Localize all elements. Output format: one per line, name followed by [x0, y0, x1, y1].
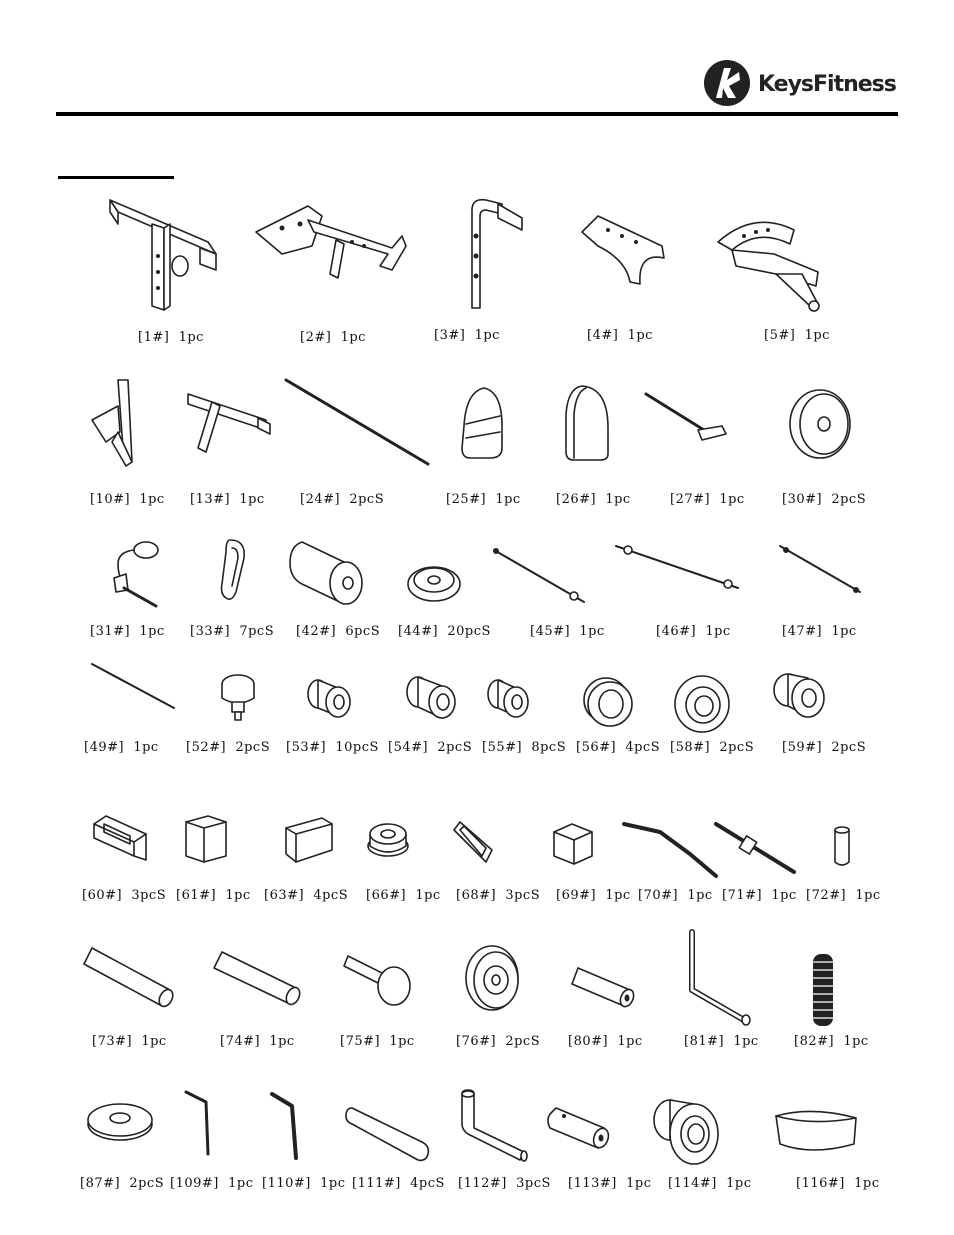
part-109-qty: 1pc [228, 1176, 254, 1191]
part-73-qty: 1pc [141, 1034, 167, 1049]
section-underline [58, 176, 174, 179]
part-72-id: [72#] [806, 888, 847, 903]
part-4-qty: 1pc [627, 328, 653, 343]
part-26-qty: 1pc [605, 492, 631, 507]
header-rule [56, 112, 898, 116]
part-5-id: [5#] [764, 328, 796, 343]
part-24-id: [24#] [300, 492, 341, 507]
part-112-id: [112#] [458, 1176, 507, 1191]
part-46-drawing [612, 542, 742, 592]
part-71-drawing [712, 820, 798, 876]
part-111-drawing [342, 1104, 432, 1164]
part-73-drawing [82, 944, 176, 1010]
part-113-qty: 1pc [626, 1176, 652, 1191]
part-33-drawing [216, 536, 250, 606]
part-82-drawing [810, 952, 836, 1030]
part-10-id: [10#] [90, 492, 131, 507]
part-81-drawing [684, 928, 760, 1028]
part-25-drawing [460, 386, 508, 462]
part-116-id: [116#] [796, 1176, 845, 1191]
part-113-id: [113#] [568, 1176, 617, 1191]
part-31-drawing [104, 538, 164, 612]
part-27-id: [27#] [670, 492, 711, 507]
part-3-id: [3#] [434, 328, 466, 343]
part-56-qty: 4pcS [625, 740, 661, 755]
part-63-id: [63#] [264, 888, 305, 903]
part-59-id: [59#] [782, 740, 823, 755]
part-63-qty: 4pcS [313, 888, 349, 903]
part-4-id: [4#] [587, 328, 619, 343]
part-3-qty: 1pc [474, 328, 500, 343]
part-74-qty: 1pc [269, 1034, 295, 1049]
part-56-drawing [580, 676, 638, 728]
part-13-id: [13#] [190, 492, 231, 507]
part-75-id: [75#] [340, 1034, 381, 1049]
part-2-id: [2#] [300, 330, 332, 345]
part-113-drawing [546, 1104, 612, 1154]
part-5-drawing [714, 214, 829, 319]
part-110-qty: 1pc [320, 1176, 346, 1191]
part-30-id: [30#] [782, 492, 823, 507]
part-2-qty: 1pc [340, 330, 366, 345]
part-76-id: [76#] [456, 1034, 497, 1049]
part-26-drawing [562, 384, 612, 464]
part-66-id: [66#] [366, 888, 407, 903]
part-69-drawing [550, 820, 596, 868]
brand-name: KeysFitness [758, 72, 896, 97]
part-80-qty: 1pc [617, 1034, 643, 1049]
part-75-drawing [342, 952, 414, 1008]
part-49-drawing [88, 660, 180, 712]
part-68-qty: 3pcS [505, 888, 541, 903]
part-114-drawing [650, 1096, 722, 1168]
part-70-drawing [620, 818, 720, 880]
part-112-drawing [458, 1088, 534, 1164]
part-45-qty: 1pc [579, 624, 605, 639]
part-87-id: [87#] [80, 1176, 121, 1191]
part-70-id: [70#] [638, 888, 679, 903]
part-111-qty: 4pcS [410, 1176, 445, 1191]
part-76-drawing [462, 942, 526, 1014]
part-69-id: [69#] [556, 888, 597, 903]
part-54-drawing [404, 674, 460, 722]
part-75-qty: 1pc [389, 1034, 415, 1049]
part-58-drawing [672, 672, 734, 736]
part-74-drawing [212, 948, 302, 1008]
part-116-qty: 1pc [854, 1176, 880, 1191]
part-53-id: [53#] [286, 740, 327, 755]
part-47-drawing [776, 542, 866, 596]
part-24-qty: 2pcS [349, 492, 385, 507]
part-61-drawing [182, 812, 232, 866]
part-61-id: [61#] [176, 888, 217, 903]
part-1-qty: 1pc [178, 330, 204, 345]
part-13-qty: 1pc [239, 492, 265, 507]
part-52-id: [52#] [186, 740, 227, 755]
part-54-qty: 2pcS [437, 740, 473, 755]
part-33-qty: 7pcS [239, 624, 275, 639]
part-110-drawing [268, 1090, 306, 1162]
part-13-drawing [186, 388, 276, 458]
part-5-qty: 1pc [804, 328, 830, 343]
part-74-id: [74#] [220, 1034, 261, 1049]
part-72-qty: 1pc [855, 888, 881, 903]
part-53-drawing [304, 676, 354, 720]
part-44-id: [44#] [398, 624, 439, 639]
part-1-drawing [108, 196, 223, 316]
part-60-drawing [90, 812, 150, 864]
part-109-id: [109#] [170, 1176, 219, 1191]
part-82-qty: 1pc [843, 1034, 869, 1049]
part-73-id: [73#] [92, 1034, 133, 1049]
keysfitness-logo-icon [702, 58, 752, 108]
part-30-drawing [784, 386, 854, 462]
part-55-qty: 8pcS [531, 740, 567, 755]
part-110-id: [110#] [262, 1176, 311, 1191]
part-31-qty: 1pc [139, 624, 165, 639]
part-42-id: [42#] [296, 624, 337, 639]
part-47-id: [47#] [782, 624, 823, 639]
part-69-qty: 1pc [605, 888, 631, 903]
part-72-drawing [832, 824, 852, 868]
part-44-qty: 20pcS [447, 624, 491, 639]
part-80-drawing [570, 964, 640, 1012]
part-55-id: [55#] [482, 740, 523, 755]
part-58-id: [58#] [670, 740, 711, 755]
part-111-id: [111#] [352, 1176, 401, 1191]
part-25-qty: 1pc [495, 492, 521, 507]
part-114-id: [114#] [668, 1176, 717, 1191]
part-24-drawing [282, 376, 434, 470]
part-71-id: [71#] [722, 888, 763, 903]
part-2-drawing [252, 196, 412, 286]
part-60-qty: 3pcS [131, 888, 167, 903]
part-66-qty: 1pc [415, 888, 441, 903]
part-4-drawing [578, 212, 673, 292]
part-61-qty: 1pc [225, 888, 251, 903]
part-45-id: [45#] [530, 624, 571, 639]
part-87-qty: 2pcS [129, 1176, 165, 1191]
part-3-drawing [462, 196, 532, 316]
part-56-id: [56#] [576, 740, 617, 755]
brand-logo [702, 58, 902, 112]
part-47-qty: 1pc [831, 624, 857, 639]
part-46-id: [46#] [656, 624, 697, 639]
part-71-qty: 1pc [771, 888, 797, 903]
part-33-id: [33#] [190, 624, 231, 639]
part-80-id: [80#] [568, 1034, 609, 1049]
part-82-id: [82#] [794, 1034, 835, 1049]
part-60-id: [60#] [82, 888, 123, 903]
part-49-qty: 1pc [133, 740, 159, 755]
part-53-qty: 10pcS [335, 740, 379, 755]
part-49-id: [49#] [84, 740, 125, 755]
part-109-drawing [182, 1088, 218, 1160]
part-25-id: [25#] [446, 492, 487, 507]
part-1-id: [1#] [138, 330, 170, 345]
part-81-id: [81#] [684, 1034, 725, 1049]
part-58-qty: 2pcS [719, 740, 755, 755]
part-46-qty: 1pc [705, 624, 731, 639]
part-10-drawing [88, 376, 143, 471]
part-31-id: [31#] [90, 624, 131, 639]
part-44-drawing [404, 560, 464, 604]
part-42-qty: 6pcS [345, 624, 381, 639]
part-59-drawing [770, 670, 828, 722]
part-116-drawing [772, 1104, 862, 1156]
part-30-qty: 2pcS [831, 492, 867, 507]
part-66-drawing [364, 820, 412, 860]
part-81-qty: 1pc [733, 1034, 759, 1049]
part-26-id: [26#] [556, 492, 597, 507]
part-87-drawing [84, 1098, 156, 1144]
part-112-qty: 3pcS [516, 1176, 551, 1191]
part-76-qty: 2pcS [505, 1034, 541, 1049]
part-68-drawing [450, 818, 496, 866]
part-45-drawing [490, 546, 590, 606]
part-114-qty: 1pc [726, 1176, 752, 1191]
part-55-drawing [484, 676, 532, 720]
part-52-qty: 2pcS [235, 740, 271, 755]
part-52-drawing [218, 672, 260, 724]
part-27-qty: 1pc [719, 492, 745, 507]
part-27-drawing [642, 390, 732, 450]
part-42-drawing [288, 538, 368, 608]
part-68-id: [68#] [456, 888, 497, 903]
part-10-qty: 1pc [139, 492, 165, 507]
part-70-qty: 1pc [687, 888, 713, 903]
part-59-qty: 2pcS [831, 740, 867, 755]
part-54-id: [54#] [388, 740, 429, 755]
part-63-drawing [282, 814, 336, 866]
